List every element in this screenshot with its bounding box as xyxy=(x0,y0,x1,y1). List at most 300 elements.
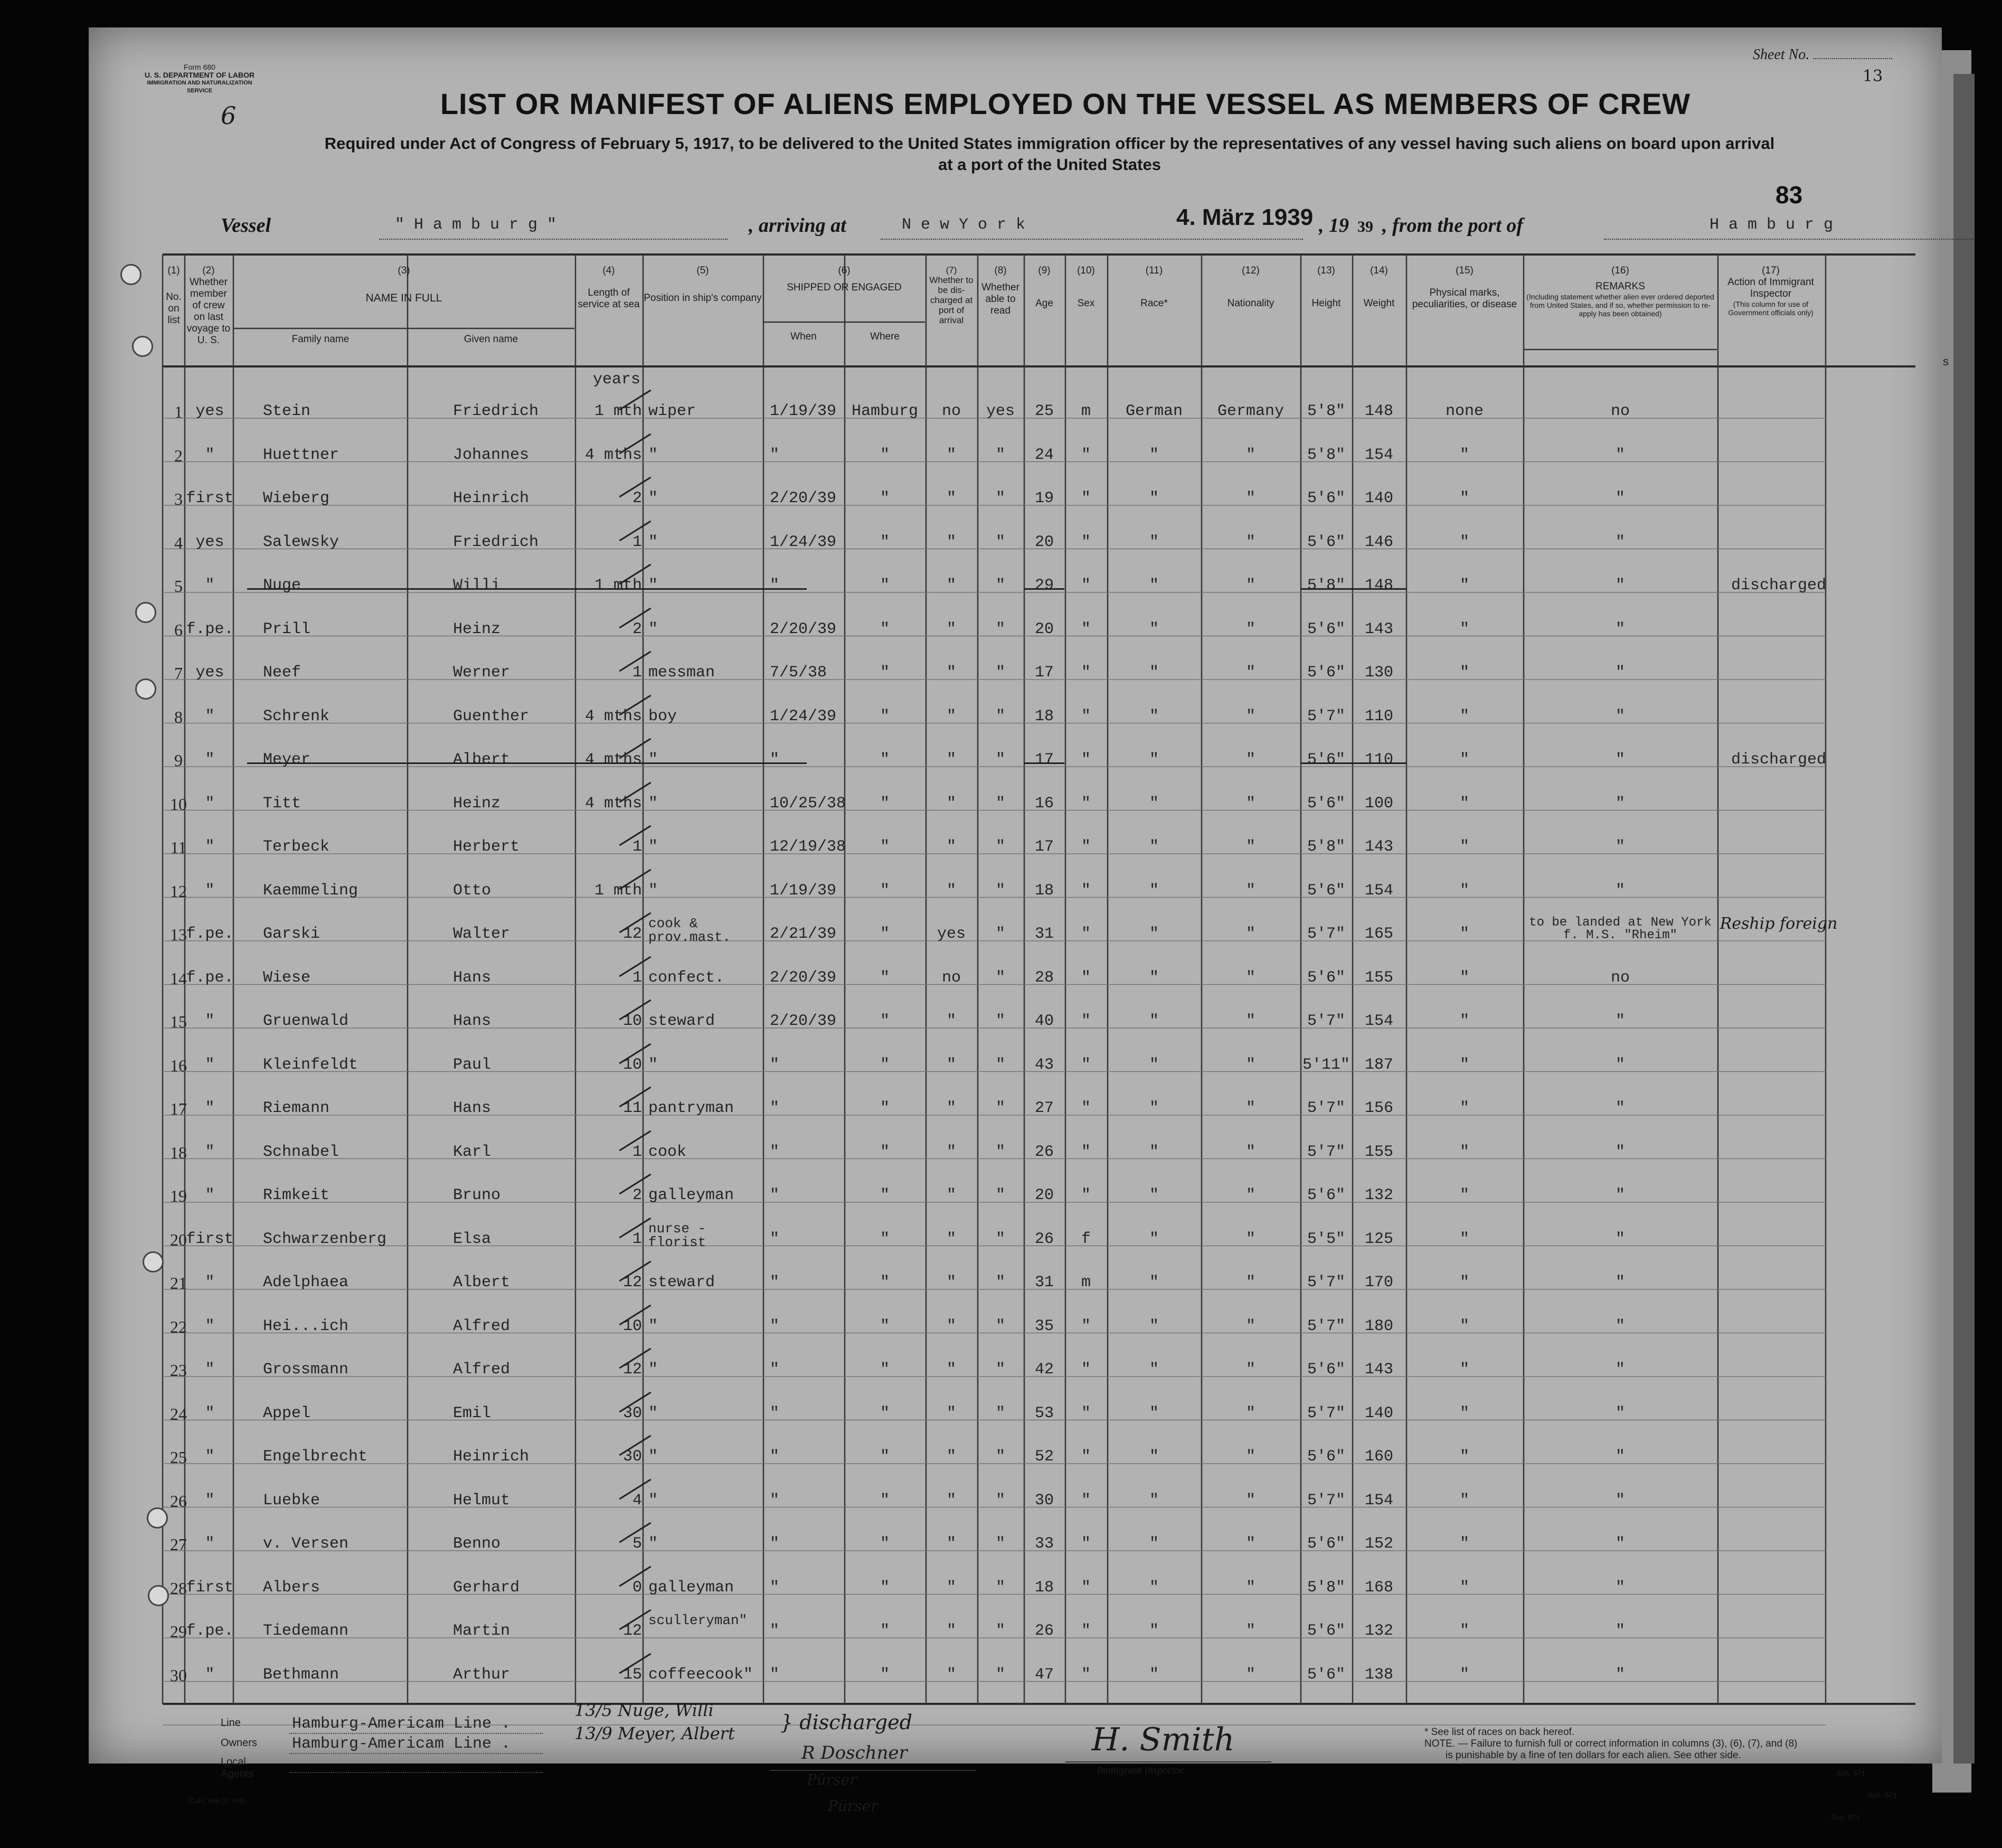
right-edge-mark: s xyxy=(1943,355,1949,368)
row-given-name: Albert xyxy=(453,1274,511,1291)
table-row xyxy=(89,964,1884,1007)
row-weight: 187 xyxy=(1364,1055,1393,1074)
row-shipped-where: " xyxy=(880,1665,890,1684)
col-6-where-header: Where xyxy=(870,331,900,342)
row-remarks: " xyxy=(1615,707,1625,725)
col-5-header xyxy=(643,265,762,304)
row-shipped-where: " xyxy=(880,446,890,464)
col-9-header xyxy=(1024,265,1064,309)
row-service-length: 10 xyxy=(622,1055,642,1074)
row-family-name: Salewsky xyxy=(263,533,339,551)
row-race: " xyxy=(1149,1055,1159,1074)
row-nationality: " xyxy=(1245,1578,1255,1597)
col-11-label: Race* xyxy=(1140,298,1168,309)
row-physical-marks: " xyxy=(1459,794,1469,813)
row-race: " xyxy=(1149,1099,1159,1117)
col-11-header xyxy=(1108,265,1201,309)
row-sex: " xyxy=(1081,925,1091,943)
row-previous-voyage: f.pe. xyxy=(186,1622,234,1640)
row-age: 35 xyxy=(1034,1317,1054,1335)
row-nationality: " xyxy=(1245,1491,1255,1510)
col-1-num: (1) xyxy=(167,265,180,276)
row-service-length: 4 mths xyxy=(584,794,642,813)
row-can-read: " xyxy=(995,1448,1005,1466)
row-number: 25 xyxy=(170,1448,187,1467)
row-weight: 140 xyxy=(1364,489,1393,507)
row-shipped-when: " xyxy=(770,577,780,595)
vessel-label: Vessel xyxy=(221,214,271,237)
row-given-name: Alfred xyxy=(453,1361,511,1379)
row-remarks: " xyxy=(1615,620,1625,638)
row-shipped-when: " xyxy=(770,1055,780,1074)
purser-label-2: Pürser xyxy=(828,1797,878,1815)
row-weight: 146 xyxy=(1364,533,1393,551)
row-race: " xyxy=(1149,925,1159,943)
row-shipped-where: " xyxy=(880,1186,890,1204)
table-row xyxy=(89,441,1884,485)
row-shipped-when: " xyxy=(770,1361,780,1379)
row-family-name: Schrenk xyxy=(263,707,330,725)
row-position: sculleryman" xyxy=(648,1613,748,1628)
row-given-name: Karl xyxy=(453,1143,492,1161)
col-8-header xyxy=(978,265,1023,317)
row-physical-marks: " xyxy=(1459,664,1469,682)
row-previous-voyage: " xyxy=(205,1448,215,1466)
row-nationality: " xyxy=(1245,1665,1255,1684)
row-sex: " xyxy=(1081,838,1091,856)
col-13-num: (13) xyxy=(1317,265,1335,276)
binder-hole xyxy=(147,1507,168,1529)
row-position: " xyxy=(648,1361,658,1379)
col-8-num: (8) xyxy=(994,265,1007,276)
col-12-label: Nationality xyxy=(1227,298,1274,309)
row-race: " xyxy=(1149,664,1159,682)
form-number: Form 680 xyxy=(184,63,215,71)
row-previous-voyage: " xyxy=(205,1404,215,1422)
col-17-label: Action of Immigrant Inspector xyxy=(1727,277,1814,299)
row-remarks: " xyxy=(1615,1665,1625,1684)
row-race: " xyxy=(1149,620,1159,638)
row-sex: " xyxy=(1081,751,1091,769)
row-age: 26 xyxy=(1034,1230,1054,1248)
row-previous-voyage: " xyxy=(205,1665,215,1684)
row-position: " xyxy=(648,1317,658,1335)
manifest-title: LIST OR MANIFEST OF ALIENS EMPLOYED ON THE VESSEL AS MEMBERS OF CREW xyxy=(440,87,1691,120)
row-family-name: Kleinfeldt xyxy=(263,1055,358,1074)
col-1-label: No. on list xyxy=(166,291,182,326)
row-age: 42 xyxy=(1034,1361,1054,1379)
table-row xyxy=(89,914,1884,964)
row-number: 7 xyxy=(174,664,183,683)
col-16-label: REMARKS xyxy=(1595,281,1645,292)
row-can-read: " xyxy=(995,881,1005,900)
row-remarks: " xyxy=(1615,881,1625,900)
row-can-read: " xyxy=(995,533,1005,551)
row-age: 25 xyxy=(1034,402,1054,420)
row-physical-marks: " xyxy=(1459,1491,1469,1510)
row-nationality: " xyxy=(1245,1361,1255,1379)
row-remarks: " xyxy=(1615,1448,1625,1466)
row-sex: " xyxy=(1081,1622,1091,1640)
table-row xyxy=(89,789,1884,833)
col-2-num: (2) xyxy=(202,265,215,276)
row-weight: 132 xyxy=(1364,1622,1393,1640)
row-given-name: Otto xyxy=(453,881,492,900)
row-position: pantryman xyxy=(648,1099,734,1117)
row-weight: 143 xyxy=(1364,620,1393,638)
row-given-name: Hans xyxy=(453,1012,492,1030)
row-number: 13 xyxy=(170,925,187,944)
row-weight: 165 xyxy=(1364,925,1393,943)
row-given-name: Heinrich xyxy=(453,489,530,507)
row-sex: " xyxy=(1081,533,1091,551)
row-shipped-when: " xyxy=(770,1186,780,1204)
row-age: 17 xyxy=(1034,838,1054,856)
strike-through-line xyxy=(1024,762,1064,764)
row-shipped-when: " xyxy=(770,1535,780,1553)
row-shipped-where: " xyxy=(880,707,890,725)
row-position: coffeecook" xyxy=(648,1665,753,1684)
row-shipped-where: " xyxy=(880,533,890,551)
row-number: 12 xyxy=(170,881,187,901)
table-row xyxy=(89,484,1884,528)
discharge-note-2: 13/9 Meyer, Albert xyxy=(574,1723,735,1743)
row-height: 5'6" xyxy=(1307,1665,1345,1684)
row-service-length: 2 xyxy=(632,1186,642,1204)
row-can-read: " xyxy=(995,968,1005,987)
row-can-read: " xyxy=(995,446,1005,464)
row-height: 5'6" xyxy=(1307,968,1345,987)
row-sex: " xyxy=(1081,968,1091,987)
row-shipped-when: " xyxy=(770,1665,780,1684)
row-sex: " xyxy=(1081,1186,1091,1204)
row-race: " xyxy=(1149,1491,1159,1510)
row-service-length: 4 mths xyxy=(584,707,642,725)
row-physical-marks: " xyxy=(1459,1535,1469,1553)
row-race: " xyxy=(1149,1186,1159,1204)
row-previous-voyage: " xyxy=(205,1186,215,1204)
table-row xyxy=(89,876,1884,920)
row-physical-marks: " xyxy=(1459,533,1469,551)
row-race: " xyxy=(1149,1448,1159,1466)
row-shipped-where: Hamburg xyxy=(851,402,919,420)
row-number: 24 xyxy=(170,1404,187,1423)
row-previous-voyage: " xyxy=(205,1491,215,1510)
row-nationality: " xyxy=(1245,751,1255,769)
row-race: " xyxy=(1149,1361,1159,1379)
row-discharged: " xyxy=(946,1274,956,1291)
row-nationality: " xyxy=(1245,620,1255,638)
table-row xyxy=(89,615,1884,659)
row-physical-marks: " xyxy=(1459,751,1469,769)
row-shipped-when: 1/19/39 xyxy=(770,402,837,420)
row-weight: 156 xyxy=(1364,1099,1393,1117)
row-given-name: Heinz xyxy=(453,620,501,638)
row-sex: " xyxy=(1081,664,1091,682)
row-height: 5'11" xyxy=(1302,1055,1350,1074)
col-3-header xyxy=(233,265,574,304)
table-row xyxy=(89,1007,1884,1051)
table-row xyxy=(89,1486,1884,1530)
row-race: " xyxy=(1149,577,1159,595)
row-previous-voyage: " xyxy=(205,1143,215,1161)
row-service-length: 30 xyxy=(622,1448,642,1466)
row-race: " xyxy=(1149,1535,1159,1553)
row-given-name: Heinrich xyxy=(453,1448,530,1466)
row-height: 5'6" xyxy=(1307,881,1345,900)
binder-hole xyxy=(148,1585,169,1606)
row-physical-marks: " xyxy=(1459,1274,1469,1291)
row-can-read: " xyxy=(995,1099,1005,1117)
row-can-read: " xyxy=(995,1230,1005,1248)
row-height: 5'6" xyxy=(1307,794,1345,813)
row-race: " xyxy=(1149,751,1159,769)
row-shipped-when: " xyxy=(770,1404,780,1422)
row-shipped-where: " xyxy=(880,620,890,638)
col-9-label: Age xyxy=(1035,298,1053,309)
row-family-name: Garski xyxy=(263,925,320,943)
row-race: " xyxy=(1149,1317,1159,1335)
row-can-read: " xyxy=(995,1317,1005,1335)
arriving-label: , arriving at xyxy=(749,214,846,237)
row-discharged: " xyxy=(946,577,956,595)
row-physical-marks: " xyxy=(1459,1448,1469,1466)
vessel-name: " H a m b u r g " xyxy=(395,216,557,234)
owners-label: Owners xyxy=(221,1737,257,1749)
table-row xyxy=(89,1138,1884,1182)
row-service-length: 1 mth xyxy=(594,402,642,420)
line-label: Line xyxy=(221,1717,241,1729)
binder-hole xyxy=(135,678,156,700)
row-service-length: 30 xyxy=(622,1404,642,1422)
row-nationality: " xyxy=(1245,707,1255,725)
row-family-name: Rimkeit xyxy=(263,1186,330,1204)
row-height: 5'6" xyxy=(1307,1361,1345,1379)
row-weight: 140 xyxy=(1364,1404,1393,1422)
row-position: nurse - florist xyxy=(648,1220,706,1250)
row-shipped-when: 2/21/39 xyxy=(770,925,837,943)
row-discharged: " xyxy=(946,1578,956,1597)
row-age: 31 xyxy=(1034,925,1054,943)
row-age: 26 xyxy=(1034,1622,1054,1640)
year-value: 39 xyxy=(1357,218,1373,235)
row-can-read: " xyxy=(995,577,1005,595)
row-family-name: Grossmann xyxy=(263,1361,349,1379)
row-physical-marks: " xyxy=(1459,1143,1469,1161)
row-nationality: " xyxy=(1245,1099,1255,1117)
row-remarks: no xyxy=(1610,402,1630,420)
row-height: 5'7" xyxy=(1307,1274,1345,1291)
row-can-read: " xyxy=(995,707,1005,725)
row-weight: 152 xyxy=(1364,1535,1393,1553)
col-17-num: (17) xyxy=(1762,265,1780,276)
row-discharged: " xyxy=(946,1535,956,1553)
row-nationality: " xyxy=(1245,1055,1255,1074)
row-sex: " xyxy=(1081,1099,1091,1117)
row-height: 5'6" xyxy=(1307,1186,1345,1204)
row-height: 5'5" xyxy=(1307,1230,1345,1248)
row-shipped-when: " xyxy=(770,1143,780,1161)
row-previous-voyage: " xyxy=(205,881,215,900)
row-nationality: " xyxy=(1245,1186,1255,1204)
row-family-name: Bethmann xyxy=(263,1665,339,1684)
row-height: 5'8" xyxy=(1307,1578,1345,1597)
row-previous-voyage: first xyxy=(186,1230,234,1248)
row-physical-marks: " xyxy=(1459,577,1469,595)
row-number: 18 xyxy=(170,1143,187,1162)
col-5-label: Position in ship's company xyxy=(644,293,762,304)
col-9-num: (9) xyxy=(1038,265,1051,276)
table-row xyxy=(89,1661,1884,1704)
row-given-name: Friedrich xyxy=(453,533,539,551)
row-number: 20 xyxy=(170,1230,187,1249)
table-row xyxy=(89,1312,1884,1356)
table-row xyxy=(89,1268,1884,1312)
margin-mark: 6 xyxy=(221,101,237,130)
row-weight: 148 xyxy=(1364,402,1393,420)
row-can-read: " xyxy=(995,1535,1005,1553)
row-position: " xyxy=(648,533,658,551)
col-16-note: (Including statement whether alien ever ordered deported from United States, and if so, whether permission to re-apply has been obtained) xyxy=(1526,293,1714,318)
row-family-name: Luebke xyxy=(263,1491,320,1510)
row-previous-voyage: " xyxy=(205,577,215,595)
binder-hole xyxy=(132,336,153,357)
row-remarks: " xyxy=(1615,1099,1625,1117)
row-service-length: 1 xyxy=(632,968,642,987)
row-age: 40 xyxy=(1034,1012,1054,1030)
row-race: " xyxy=(1149,794,1159,813)
row-shipped-when: 10/25/38 xyxy=(770,794,846,813)
row-position: steward xyxy=(648,1012,715,1030)
row-position: steward xyxy=(648,1274,715,1291)
row-shipped-when: 1/19/39 xyxy=(770,881,837,900)
row-physical-marks: " xyxy=(1459,925,1469,943)
row-can-read: " xyxy=(995,489,1005,507)
row-given-name: Willi xyxy=(453,577,501,595)
row-can-read: " xyxy=(995,925,1005,943)
row-shipped-where: " xyxy=(880,838,890,856)
col-11-num: (11) xyxy=(1145,265,1163,276)
row-age: 18 xyxy=(1034,707,1054,725)
row-remarks: " xyxy=(1615,1012,1625,1030)
row-shipped-where: " xyxy=(880,1012,890,1030)
row-shipped-where: " xyxy=(880,1448,890,1466)
row-discharged: " xyxy=(946,1361,956,1379)
penalty-note-1: NOTE. — Failure to furnish full or correct information in columns (3), (6), (7), and (8) xyxy=(1424,1738,1798,1749)
row-service-length: 1 mth xyxy=(594,577,642,595)
row-discharged: " xyxy=(946,838,956,856)
row-given-name: Bruno xyxy=(453,1186,501,1204)
row-shipped-where: " xyxy=(880,881,890,900)
row-position: cook xyxy=(648,1143,687,1161)
year-prefix: , 19 xyxy=(1319,214,1349,237)
row-race: " xyxy=(1149,1274,1159,1291)
row-physical-marks: " xyxy=(1459,968,1469,987)
row-service-length: 0 xyxy=(632,1578,642,1597)
row-sex: " xyxy=(1081,794,1091,813)
row-physical-marks: " xyxy=(1459,489,1469,507)
row-service-length: 12 xyxy=(622,925,642,943)
table-row xyxy=(89,1355,1884,1399)
row-shipped-where: " xyxy=(880,794,890,813)
row-family-name: Riemann xyxy=(263,1099,330,1117)
row-remarks: " xyxy=(1615,838,1625,856)
row-shipped-where: " xyxy=(880,1404,890,1422)
row-action: Reship foreign xyxy=(1720,914,1838,933)
row-family-name: Huettner xyxy=(263,446,339,464)
row-service-length: 10 xyxy=(622,1317,642,1335)
col-1-header xyxy=(163,265,185,326)
row-number: 15 xyxy=(170,1012,187,1031)
races-note: * See list of races on back hereof. xyxy=(1424,1727,1575,1738)
row-height: 5'7" xyxy=(1307,707,1345,725)
table-row xyxy=(89,1613,1884,1661)
row-weight: 160 xyxy=(1364,1448,1393,1466)
row-position: " xyxy=(648,577,658,595)
row-shipped-when: " xyxy=(770,1230,780,1248)
row-shipped-where: " xyxy=(880,1361,890,1379)
row-nationality: " xyxy=(1245,1535,1255,1553)
row-number: 11 xyxy=(170,838,187,857)
row-can-read: " xyxy=(995,751,1005,769)
row-remarks: " xyxy=(1615,1622,1625,1640)
col-6-label: SHIPPED OR ENGAGED xyxy=(787,282,902,293)
col-6-when-header: When xyxy=(790,331,817,342)
row-position: " xyxy=(648,838,658,856)
subtitle-line-1: Required under Act of Congress of February 5, 1917, to be delivered to the United States immigration officer by the representatives of any vessel having such aliens on board upon arrival xyxy=(324,134,1775,153)
col-15-label: Physical marks, peculiarities, or disease xyxy=(1412,287,1517,310)
row-previous-voyage: first xyxy=(186,1578,234,1597)
row-discharged: " xyxy=(946,1317,956,1335)
row-can-read: " xyxy=(995,1491,1005,1510)
row-family-name: v. Versen xyxy=(263,1535,349,1553)
row-height: 5'6" xyxy=(1307,1535,1345,1553)
row-physical-marks: " xyxy=(1459,1230,1469,1248)
row-given-name: Hans xyxy=(453,968,492,987)
row-can-read: " xyxy=(995,838,1005,856)
row-race: " xyxy=(1149,446,1159,464)
row-given-name: Emil xyxy=(453,1404,492,1422)
row-family-name: Adelphaea xyxy=(263,1274,349,1291)
col-7-header xyxy=(926,265,977,325)
col-14-label: Weight xyxy=(1363,298,1395,309)
row-can-read: " xyxy=(995,1622,1005,1640)
col-6-header xyxy=(763,265,925,294)
row-race: " xyxy=(1149,1012,1159,1030)
row-discharged: " xyxy=(946,707,956,725)
row-race: " xyxy=(1149,489,1159,507)
row-nationality: " xyxy=(1245,838,1255,856)
row-position: " xyxy=(648,489,658,507)
row-previous-voyage: " xyxy=(205,1535,215,1553)
row-remarks: " xyxy=(1615,489,1625,507)
purser-label: Pürser xyxy=(807,1771,857,1788)
row-race: " xyxy=(1149,1230,1159,1248)
row-previous-voyage: " xyxy=(205,1055,215,1074)
row-service-length: 5 xyxy=(632,1535,642,1553)
row-number: 17 xyxy=(170,1099,187,1118)
row-age: 52 xyxy=(1034,1448,1054,1466)
row-can-read: " xyxy=(995,620,1005,638)
row-previous-voyage: " xyxy=(205,1317,215,1335)
row-number: 23 xyxy=(170,1361,187,1380)
col-13-header xyxy=(1301,265,1352,309)
row-number: 27 xyxy=(170,1535,187,1554)
row-previous-voyage: " xyxy=(205,838,215,856)
strike-through-line xyxy=(1301,762,1406,764)
row-physical-marks: " xyxy=(1459,1055,1469,1074)
row-remarks: " xyxy=(1615,794,1625,813)
